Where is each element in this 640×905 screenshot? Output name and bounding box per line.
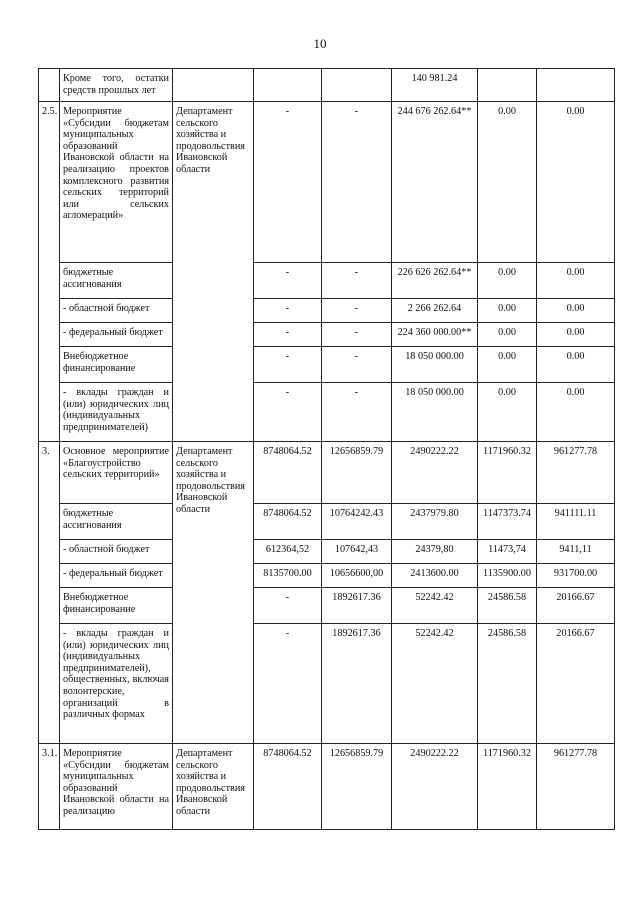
page-number: 10 — [313, 36, 327, 51]
value-cell: - — [254, 624, 322, 744]
row-name: - вклады граждан и (или) юридических лиц (индивидуальных предпринимателей), общественных, включая волонтерские, организаций в различных формах — [60, 624, 173, 744]
table-row — [39, 624, 615, 744]
value-cell: - — [254, 383, 322, 442]
table-row — [39, 744, 615, 830]
value-cell: 0.00 — [478, 347, 537, 383]
value-cell: 2490222.22 — [392, 442, 478, 504]
row-number — [39, 69, 60, 102]
value-cell: 1135900.00 — [478, 564, 537, 588]
value-cell: 226 626 262.64** — [392, 263, 478, 299]
row-name: - федеральный бюджет — [60, 323, 173, 347]
value-cell: - — [322, 323, 392, 347]
value-cell: - — [254, 299, 322, 323]
value-cell: - — [322, 102, 392, 263]
table-row — [39, 442, 615, 504]
value-cell: - — [254, 588, 322, 624]
value-cell: 8748064.52 — [254, 504, 322, 540]
table-row — [39, 588, 615, 624]
value-cell: 2 266 262.64 — [392, 299, 478, 323]
value-cell: 140 981.24 — [392, 69, 478, 102]
row-department: Департамент сельского хозяйства и продовольствия Ивановской области — [173, 102, 254, 442]
table-row — [39, 504, 615, 540]
table-row — [39, 383, 615, 442]
value-cell: 1171960.32 — [478, 442, 537, 504]
value-cell: 224 360 000.00** — [392, 323, 478, 347]
row-department: Департамент сельского хозяйства и продовольствия Ивановской области — [173, 442, 254, 744]
value-cell: 12656859.79 — [322, 442, 392, 504]
table-row — [39, 347, 615, 383]
value-cell: 931700.00 — [537, 564, 615, 588]
value-cell: 52242.42 — [392, 624, 478, 744]
row-number: 3.1. — [39, 744, 60, 830]
value-cell: 961277.78 — [537, 744, 615, 830]
value-cell: 0.00 — [537, 263, 615, 299]
row-number: 3. — [39, 442, 60, 744]
value-cell: 18 050 000.00 — [392, 347, 478, 383]
value-cell: 1892617.36 — [322, 624, 392, 744]
value-cell: 18 050 000.00 — [392, 383, 478, 442]
value-cell: - — [254, 102, 322, 263]
value-cell: - — [254, 323, 322, 347]
row-name: бюджетные ассигнования — [60, 263, 173, 299]
value-cell — [478, 69, 537, 102]
value-cell: 0.00 — [478, 263, 537, 299]
value-cell: 10764242.43 — [322, 504, 392, 540]
row-department — [173, 69, 254, 102]
value-cell: 2490222.22 — [392, 744, 478, 830]
value-cell — [254, 69, 322, 102]
value-cell: 24586.58 — [478, 588, 537, 624]
value-cell: - — [254, 347, 322, 383]
value-cell: 0.00 — [537, 102, 615, 263]
value-cell — [322, 69, 392, 102]
value-cell — [537, 69, 615, 102]
value-cell: 9411,11 — [537, 540, 615, 564]
value-cell: 0.00 — [537, 347, 615, 383]
row-name: - областной бюджет — [60, 299, 173, 323]
row-name: Внебюджетное финансирование — [60, 588, 173, 624]
value-cell: 1147373.74 — [478, 504, 537, 540]
value-cell: 24379,80 — [392, 540, 478, 564]
value-cell: 2413600.00 — [392, 564, 478, 588]
value-cell: 8135700.00 — [254, 564, 322, 588]
value-cell: 612364,52 — [254, 540, 322, 564]
value-cell: 244 676 262.64** — [392, 102, 478, 263]
value-cell: 2437979.80 — [392, 504, 478, 540]
value-cell: - — [322, 383, 392, 442]
row-number: 2.5. — [39, 102, 60, 442]
value-cell: 0.00 — [478, 299, 537, 323]
table-row — [39, 323, 615, 347]
value-cell: 20166.67 — [537, 624, 615, 744]
value-cell: - — [322, 347, 392, 383]
table-row — [39, 564, 615, 588]
value-cell: - — [254, 263, 322, 299]
value-cell: 0.00 — [537, 323, 615, 347]
row-name: - областной бюджет — [60, 540, 173, 564]
table-row — [39, 263, 615, 299]
value-cell: 24586.58 — [478, 624, 537, 744]
value-cell: 52242.42 — [392, 588, 478, 624]
budget-table — [38, 68, 615, 830]
table-row — [39, 299, 615, 323]
value-cell: 20166.67 — [537, 588, 615, 624]
value-cell: 8748064.52 — [254, 744, 322, 830]
value-cell: - — [322, 263, 392, 299]
value-cell: 0.00 — [478, 383, 537, 442]
value-cell: 0.00 — [537, 383, 615, 442]
value-cell: 0.00 — [478, 323, 537, 347]
row-name: - федеральный бюджет — [60, 564, 173, 588]
value-cell: 1892617.36 — [322, 588, 392, 624]
value-cell: 0.00 — [537, 299, 615, 323]
row-name: Мероприятие «Субсидии бюджетам муниципальных образований Ивановской области на реализацию — [60, 744, 173, 830]
value-cell: 0.00 — [478, 102, 537, 263]
value-cell: 961277.78 — [537, 442, 615, 504]
value-cell: 12656859.79 — [322, 744, 392, 830]
value-cell: 1171960.32 — [478, 744, 537, 830]
row-name: - вклады граждан и (или) юридических лиц (индивидуальных предпринимателей) — [60, 383, 173, 442]
row-name: Основное мероприятие «Благоустройство сельских территорий» — [60, 442, 173, 504]
row-department: Департамент сельского хозяйства и продовольствия Ивановской области — [173, 744, 254, 830]
value-cell: 107642,43 — [322, 540, 392, 564]
row-name: Мероприятие «Субсидии бюджетам муниципальных образований Ивановской области на реализацию проектов комплексного развития сельских территорий или сельских агломераций» — [60, 102, 173, 263]
row-name: Кроме того, остатки средств прошлых лет — [60, 69, 173, 102]
row-name: бюджетные ассигнования — [60, 504, 173, 540]
value-cell: - — [322, 299, 392, 323]
value-cell: 8748064.52 — [254, 442, 322, 504]
value-cell: 10656600,00 — [322, 564, 392, 588]
table-row — [39, 69, 615, 102]
value-cell: 11473,74 — [478, 540, 537, 564]
value-cell: 941111.11 — [537, 504, 615, 540]
table-row — [39, 102, 615, 263]
row-name: Внебюджетное финансирование — [60, 347, 173, 383]
table-row — [39, 540, 615, 564]
